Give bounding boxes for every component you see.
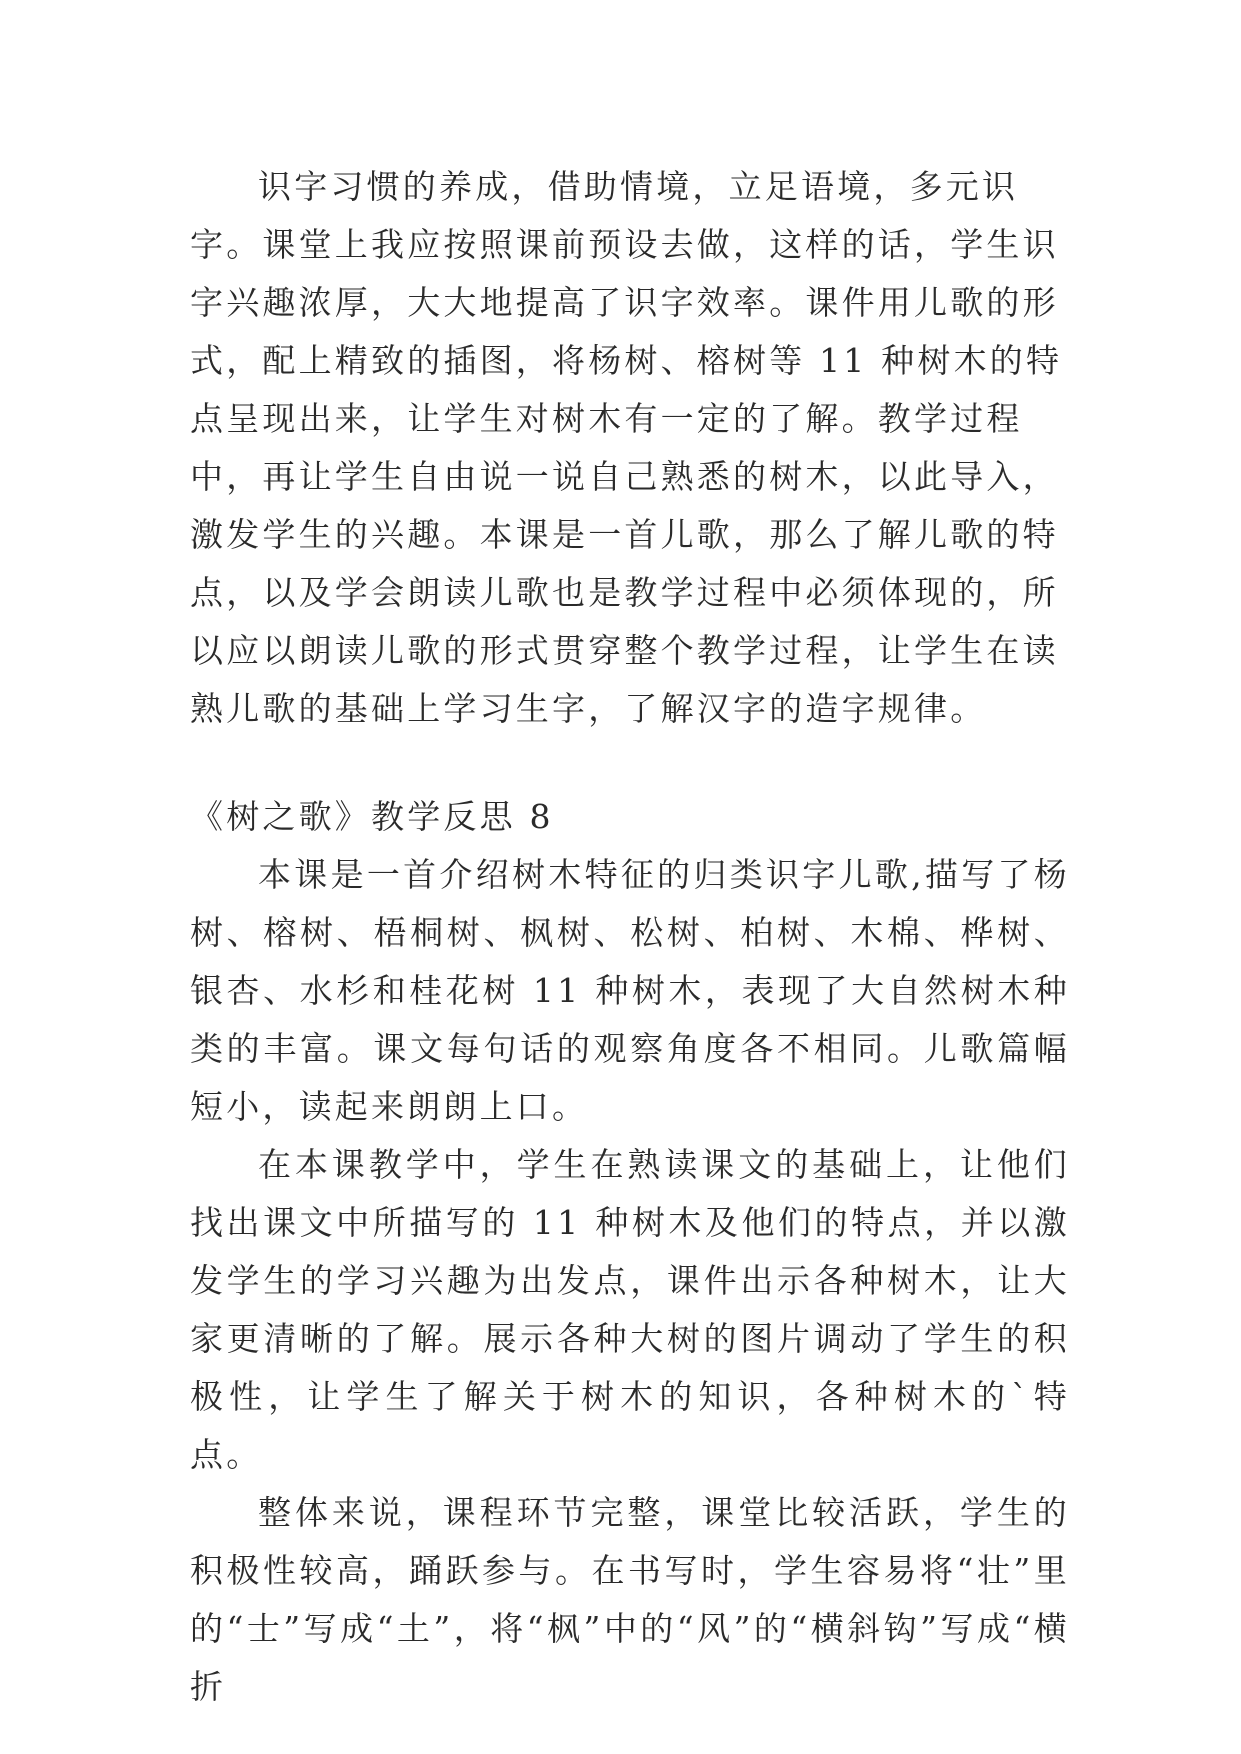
document-body (190, 158, 1070, 1716)
paragraph-teaching-process: 在本课教学中，学生在熟读课文的基础上，让他们找出课文中所描写的 11 种树木及他们的特点，并以激发学生的学习兴趣为出发点，课件出示各种树木，让大家更清晰的了解。展示各种大树的图片调动了学生的积极性，让学生了解关于树木的知识，各种树木的`特点。 (190, 1145, 1070, 1474)
paragraph-overall-summary: 整体来说，课程环节完整，课堂比较活跃，学生的积极性较高，踊跃参与。在书写时，学生容易将“壮”里的“士”写成“土”，将“枫”中的“风”的“横斜钩”写成“横折 (190, 1493, 1070, 1706)
section-heading: 《树之歌》教学反思 8 (190, 797, 554, 836)
paragraph-literacy-habits: 识字习惯的养成，借助情境，立足语境，多元识字。课堂上我应按照课前预设去做，这样的话，学生识字兴趣浓厚，大大地提高了识字效率。课件用儿歌的形式，配上精致的插图，将杨树、榕树等 11 种树木的特点呈现出来，让学生对树木有一定的了解。教学过程中，再让学生自由说一说自己熟悉的树木，以此导入，激发学生的兴趣。本课是一首儿歌，那么了解儿歌的特点，以及学会朗读儿歌也是教学过程中必须体现的，所以应以朗读儿歌的形式贯穿整个教学过程，让学生在读熟儿歌的基础上学习生字，了解汉字的造字规律。 (190, 167, 1063, 728)
paragraph-lesson-intro: 本课是一首介绍树木特征的归类识字儿歌,描写了杨树、榕树、梧桐树、枫树、松树、柏树、木棉、桦树、银杏、水杉和桂花树 11 种树木，表现了大自然树木种类的丰富。课文每句话的观察角度各不相同。儿歌篇幅短小，读起来朗朗上口。 (190, 855, 1070, 1126)
